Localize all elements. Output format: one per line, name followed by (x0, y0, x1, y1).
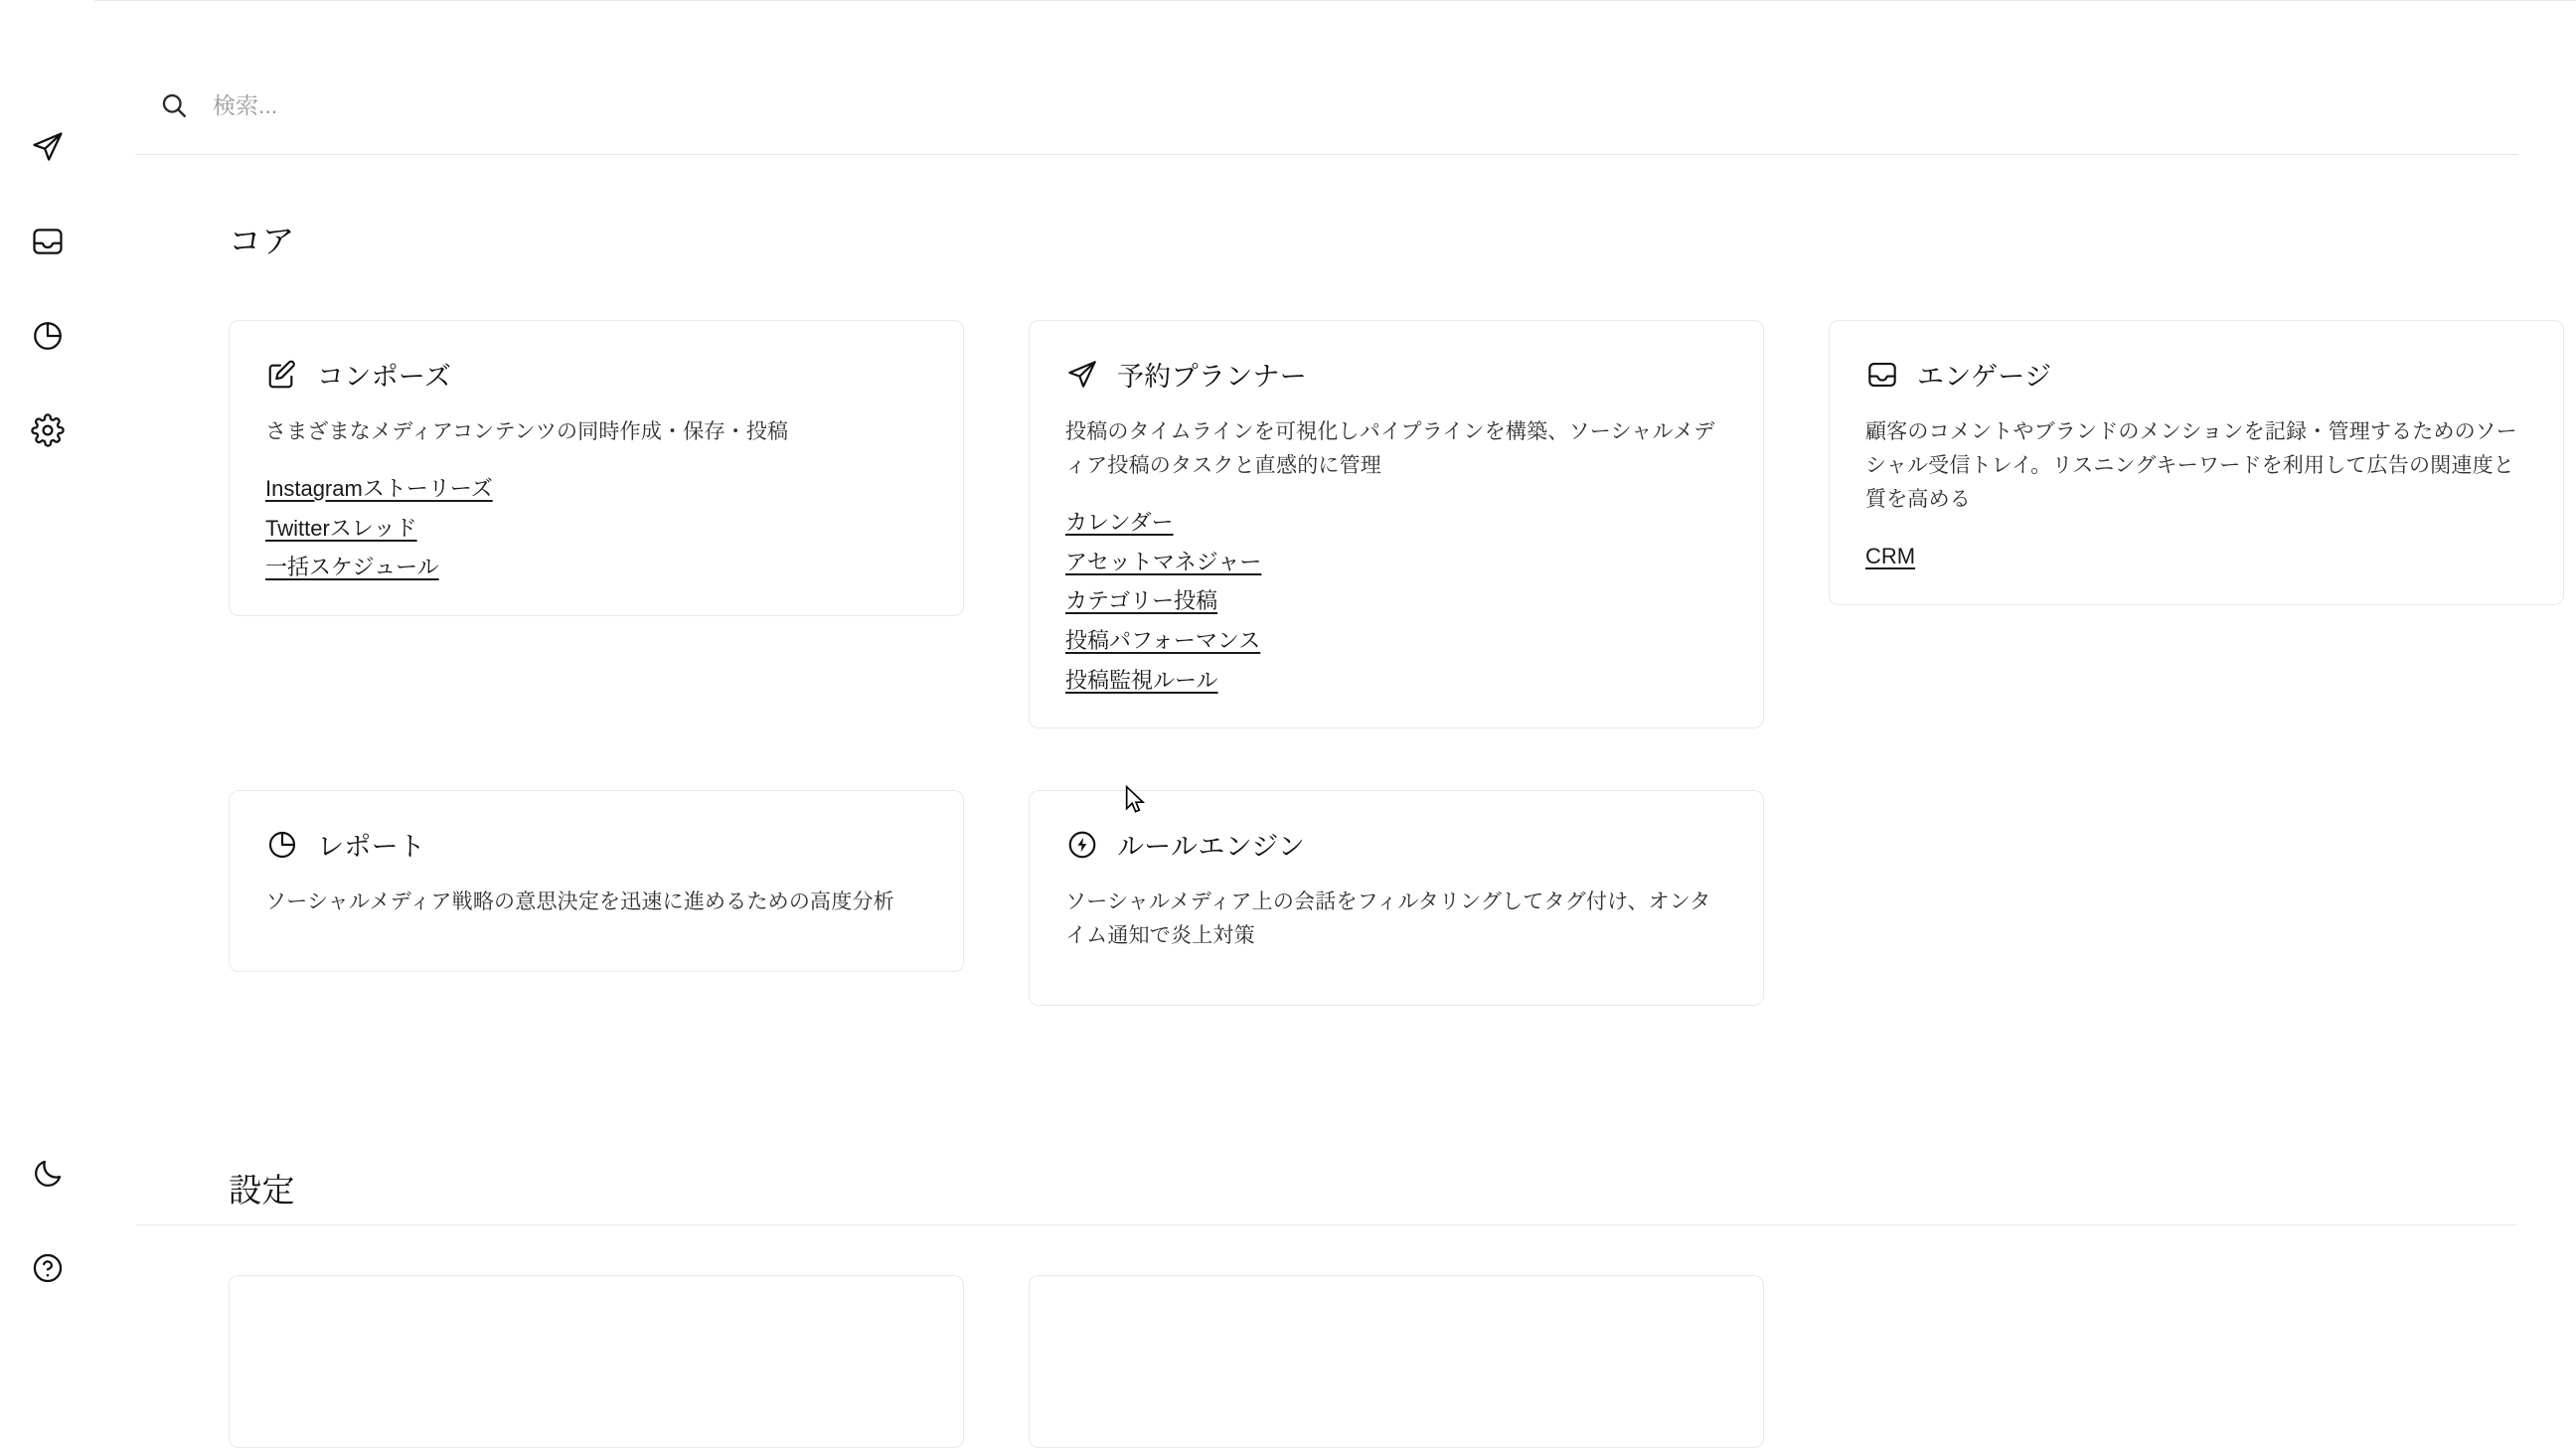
rail-top-group (28, 127, 68, 450)
card-scheduling-planner[interactable] (1029, 320, 1764, 728)
card-link-post-monitor-rules[interactable]: 投稿監視ルール (1065, 667, 1218, 693)
sidebar-item-engage[interactable] (28, 222, 68, 261)
sidebar-item-reports[interactable] (28, 316, 68, 356)
card-title: ルールエンジン (1117, 832, 1306, 863)
core-card-grid (229, 320, 2517, 1006)
card-link-asset-manager[interactable]: アセットマネジャー (1065, 549, 1262, 574)
dark-mode-toggle[interactable] (28, 1154, 68, 1194)
card-title: 予約プランナー (1117, 362, 1308, 392)
card-link-list (1065, 505, 1727, 698)
card-description: 投稿のタイムラインを可視化しパイプラインを構築、ソーシャルメディア投稿のタスクと直感的に管理 (1065, 420, 1715, 478)
card-description: ソーシャルメディア上の会話をフィルタリングしてタグ付け、オンタイム通知で炎上対策 (1065, 890, 1711, 948)
paper-plane-icon (1065, 358, 1099, 392)
card-rule-engine[interactable] (1029, 790, 1764, 1006)
rail-bottom-group (28, 1154, 68, 1288)
card-link-calendar[interactable]: カレンダー (1065, 510, 1174, 536)
section-title-settings: 設定 (229, 1172, 295, 1209)
search-icon (157, 88, 191, 122)
card-engage[interactable] (1829, 320, 2564, 605)
card-description: さまざまなメディアコンテンツの同時作成・保存・投稿 (265, 420, 789, 443)
card-header (265, 355, 927, 394)
card-link-twitter-threads[interactable]: Twitterスレッド (265, 515, 417, 541)
search-divider (135, 154, 2518, 155)
card-link-list (265, 471, 927, 585)
pie-chart-icon (265, 828, 299, 862)
gear-icon (31, 413, 65, 447)
paper-plane-icon (31, 130, 65, 164)
card-title: レポート (317, 832, 426, 863)
inbox-icon (1865, 358, 1899, 392)
card-link-crm[interactable]: CRM (1865, 544, 1916, 569)
question-circle-icon (31, 1251, 65, 1285)
settings-divider (135, 1224, 2518, 1225)
main-content (94, 0, 2576, 1298)
card-description: 顧客のコメントやブランドのメンションを記録・管理するためのソーシャル受信トレイ。リスニングキーワードを利用して広告の関連度と質を高める (1865, 420, 2517, 512)
card-header (1865, 355, 2527, 394)
card-link-category-posts[interactable]: カテゴリー投稿 (1065, 588, 1218, 614)
card-reports[interactable] (229, 790, 964, 972)
card-header (265, 825, 927, 864)
sidebar-item-publish[interactable] (28, 127, 68, 167)
card-description: ソーシャルメディア戦略の意思決定を迅速に進めるための高度分析 (265, 890, 894, 914)
card-title: エンゲージ (1917, 362, 2052, 392)
moon-icon (31, 1157, 65, 1191)
card-link-list (1865, 539, 2527, 574)
sidebar-item-settings[interactable] (28, 410, 68, 450)
pie-chart-icon (31, 319, 65, 353)
card-header (1065, 825, 1727, 864)
search-bar[interactable] (135, 78, 2518, 133)
card-header (1065, 355, 1727, 394)
card-link-bulk-schedule[interactable]: 一括スケジュール (265, 555, 439, 580)
card-compose[interactable] (229, 320, 964, 616)
help-button[interactable] (28, 1248, 68, 1288)
settings-card-grid (229, 1275, 2496, 1448)
compose-pencil-icon (265, 358, 299, 392)
card-link-post-performance[interactable]: 投稿パフォーマンス (1065, 627, 1261, 653)
card-settings-placeholder-2[interactable] (1029, 1275, 1764, 1448)
bolt-circle-icon (1065, 828, 1099, 862)
card-link-instagram-stories[interactable]: Instagramストーリーズ (265, 476, 493, 502)
card-settings-placeholder-1[interactable] (229, 1275, 964, 1448)
card-title: コンポーズ (317, 362, 452, 392)
section-title-core: コア (229, 223, 295, 260)
search-input[interactable] (213, 92, 2518, 119)
inbox-icon (31, 225, 65, 258)
left-icon-rail (0, 0, 94, 1298)
